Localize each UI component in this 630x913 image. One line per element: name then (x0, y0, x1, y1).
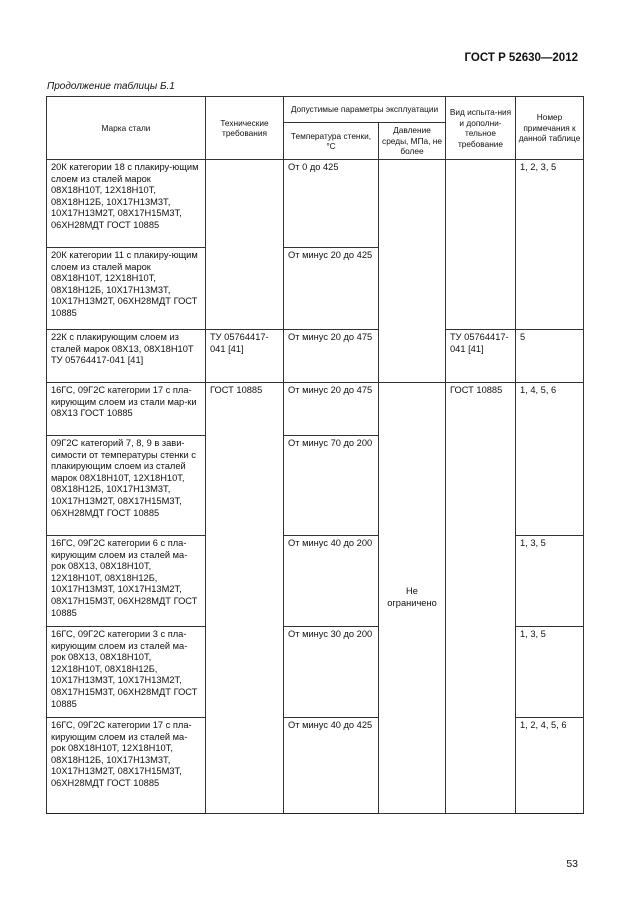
document-id: ГОСТ Р 52630—2012 (464, 52, 578, 64)
cell-test: ГОСТ 10885 (446, 383, 516, 814)
cell-grade: 20К категории 18 с плакиру-ющим слоем из сталей марок 08Х18Н10Т, 12Х18Н10Т, 08Х18Н12Б, 10Х17Н13М3Т, 10Х17Н13М2Т, 08Х17Н15М3Т, 06ХН28МДТ ГОСТ 10885 (47, 160, 206, 248)
header-temp: Температура стенки, °С (284, 123, 379, 160)
steel-table (46, 96, 584, 814)
cell-temp: От минус 20 до 475 (284, 330, 379, 383)
cell-temp: От минус 30 до 200 (284, 627, 379, 718)
cell-grade: 22К с плакирующим слоем из сталей марок 08Х13, 08Х18Н10Т ТУ 05764417-041 [41] (47, 330, 206, 383)
cell-grade: 16ГС, 09Г2С категории 17 с пла-кирующим слоем из сталей ма-рок 08Х18Н10Т, 12Х18Н10Т, 08Х18Н12Б, 10Х17Н13М3Т, 10Х17Н13М2Т, 08Х17Н15М3Т, 06ХН28МДТ ГОСТ 10885 (47, 718, 206, 814)
cell-grade: 09Г2С категорий 7, 8, 9 в зави-симости от температуры стенки с плакирующим слоем из сталей марок 08Х18Н10Т, 12Х18Н10Т, 08Х18Н12Б, 10Х17Н13М3Т, 10Х17Н13М2Т, 08Х17Н15М3Т, 06ХН28МДТ ГОСТ 10885 (47, 436, 206, 536)
cell-note: 1, 3, 5 (516, 536, 584, 627)
cell-tech-empty (206, 160, 284, 330)
cell-temp: От минус 20 до 425 (284, 248, 379, 330)
page-number: 53 (566, 858, 578, 870)
cell-grade: 16ГС, 09Г2С категории 17 с пла-кирующим слоем из стали мар-ки 08Х13 ГОСТ 10885 (47, 383, 206, 436)
header-note: Номер примечания к данной таблице (516, 97, 584, 160)
cell-test: ТУ 05764417-041 [41] (446, 330, 516, 383)
cell-grade: 20К категории 11 с плакиру-ющим слоем из сталей марок 08Х18Н10Т, 12Х18Н10Т, 08Х18Н12Б, 10Х17Н13М3Т, 10Х17Н13М2Т, 06ХН28МДТ ГОСТ 10885 (47, 248, 206, 330)
cell-note: 5 (516, 330, 584, 383)
cell-note: 1, 3, 5 (516, 627, 584, 718)
header-grade: Марка стали (47, 97, 206, 160)
table-row (47, 383, 584, 436)
cell-tech: ТУ 05764417-041 [41] (206, 330, 284, 383)
cell-temp: От 0 до 425 (284, 160, 379, 248)
header-tech: Технические требования (206, 97, 284, 160)
cell-note: 1, 2, 3, 5 (516, 160, 584, 330)
cell-pressure-empty (379, 160, 446, 383)
header-pressure: Давление среды, МПа, не более (379, 123, 446, 160)
header-params: Допустимые параметры эксплуатации (284, 97, 446, 123)
table-caption: Продолжение таблицы Б.1 (47, 81, 175, 92)
cell-temp: От минус 70 до 200 (284, 436, 379, 536)
cell-note: 1, 2, 4, 5, 6 (516, 718, 584, 814)
cell-grade: 16ГС, 09Г2С категории 3 с пла-кирующим слоем из сталей ма-рок 08Х13, 08Х18Н10Т, 12Х18Н10Т, 08Х18Н12Б, 10Х17Н13М3Т, 10Х17Н13М2Т, 08Х17Н15М3Т, 06ХН28МДТ ГОСТ 10885 (47, 627, 206, 718)
table-row (47, 330, 584, 383)
header-test: Вид испыта-ния и дополни-тельное требование (446, 97, 516, 160)
cell-grade: 16ГС, 09Г2С категории 6 с пла-кирующим слоем из сталей ма-рок 08Х13, 08Х18Н10Т, 12Х18Н10Т, 08Х18Н12Б, 10Х17Н13М3Т, 10Х17Н13М2Т, 08Х17Н15М3Т, 06ХН28МДТ ГОСТ 10885 (47, 536, 206, 627)
cell-test-empty (446, 160, 516, 330)
cell-tech: ГОСТ 10885 (206, 383, 284, 814)
cell-temp: От минус 20 до 475 (284, 383, 379, 436)
table-row (47, 160, 584, 248)
cell-pressure: Не ограничено (379, 383, 446, 814)
cell-note: 1, 4, 5, 6 (516, 383, 584, 536)
cell-temp: От минус 40 до 200 (284, 536, 379, 627)
cell-temp: От минус 40 до 425 (284, 718, 379, 814)
